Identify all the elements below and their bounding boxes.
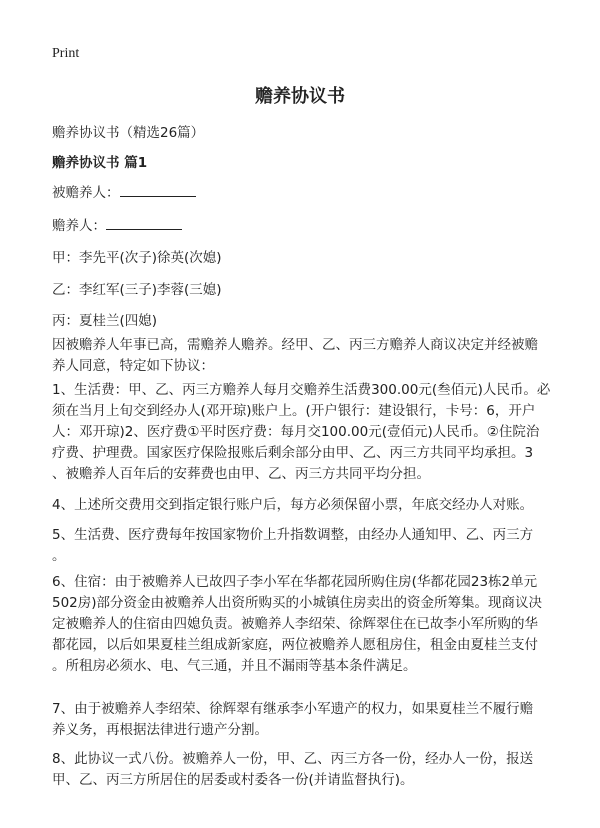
text-line: 定被赡养人的住宿由四媳负责。被赡养人李绍荣、徐辉翠住在已故李小军所购的华 bbox=[52, 616, 538, 632]
supported-person-field bbox=[52, 181, 196, 201]
text-line: 7、由于被赡养人李绍荣、徐辉翠有继承李小军遗产的权力，如果夏桂兰不履行赡 bbox=[52, 701, 534, 717]
text-line: 1、生活费：甲、乙、丙三方赡养人每月交赡养生活费300.00元(叁佰元)人民币。必 bbox=[52, 382, 551, 398]
text-line: 6、住宿：由于被赡养人已故四子李小军在华都花园所购住房(华都花园23栋2单元 bbox=[52, 574, 538, 590]
section-heading: 赡养协议书 篇1 bbox=[52, 155, 148, 171]
paragraph-7 bbox=[52, 699, 533, 741]
paragraph-6 bbox=[52, 572, 542, 677]
supported-person-blank bbox=[120, 184, 196, 197]
party-a: 甲：李先平(次子)徐英(次媳) bbox=[52, 250, 222, 266]
supported-person-label: 被赡养人： bbox=[52, 185, 120, 201]
text-line: 养义务，再根据法律进行遗产分割。 bbox=[52, 722, 268, 738]
print-link[interactable]: Print bbox=[52, 46, 80, 61]
document-title: 赡养协议书 bbox=[255, 86, 345, 107]
supporter-field bbox=[52, 214, 182, 234]
text-line: 。所租房必须水、电、气三通，并且不漏雨等基本条件满足。 bbox=[52, 658, 417, 674]
paragraph-intro bbox=[52, 335, 538, 377]
text-line: 甲、乙、丙三方所居住的居委或村委各一份(并请监督执行)。 bbox=[52, 772, 414, 788]
text-line: 因被赡养人年事已高，需赡养人赡养。经甲、乙、丙三方赡养人商议决定并经被赡 bbox=[52, 337, 538, 353]
text-line: 4、上述所交费用交到指定银行账户后，每方必须保留小票，年底交经办人对账。 bbox=[52, 497, 534, 513]
text-line: 5、生活费、医疗费每年按国家物价上升指数调整，由经办人通知甲、乙、丙三方 bbox=[52, 527, 534, 543]
text-line: 、被赡养人百年后的安葬费也由甲、乙、丙三方共同平均分担。 bbox=[52, 466, 430, 482]
text-line: 502房)部分资金由被赡养人出资所购买的小城镇住房卖出的资金所筹集。现商议决 bbox=[52, 595, 543, 611]
text-line: 8、此协议一式八份。被赡养人一份，甲、乙、丙三方各一份，经办人一份，报送 bbox=[52, 751, 534, 767]
text-line: 。 bbox=[52, 548, 66, 564]
party-c: 丙：夏桂兰(四媳) bbox=[52, 313, 158, 329]
text-line: 养人同意，特定如下协议： bbox=[52, 358, 214, 374]
text-line: 须在当月上旬交到经办人(邓开琼)账户上。(开户银行：建设银行，卡号：6，开户 bbox=[52, 403, 536, 419]
party-b: 乙：李红军(三子)李蓉(三媳) bbox=[52, 282, 222, 298]
text-line: 疗费、护理费。国家医疗保险报账后剩余部分由甲、乙、丙三方共同平均承担。3 bbox=[52, 445, 534, 461]
supporter-label: 赡养人： bbox=[52, 218, 106, 234]
paragraph-4 bbox=[52, 495, 533, 516]
paragraph-1 bbox=[52, 380, 550, 485]
text-line: 人：邓开琼)2、医疗费①平时医疗费：每月交100.00元(壹佰元)人民币。②住院治 bbox=[52, 424, 540, 440]
supporter-blank bbox=[106, 217, 182, 230]
paragraph-8 bbox=[52, 749, 533, 791]
text-line: 都花园，以后如果夏桂兰组成新家庭，两位被赡养人愿租房住，租金由夏桂兰支付 bbox=[52, 637, 538, 653]
paragraph-5 bbox=[52, 525, 533, 567]
subtitle: 赡养协议书（精选26篇） bbox=[52, 125, 205, 141]
